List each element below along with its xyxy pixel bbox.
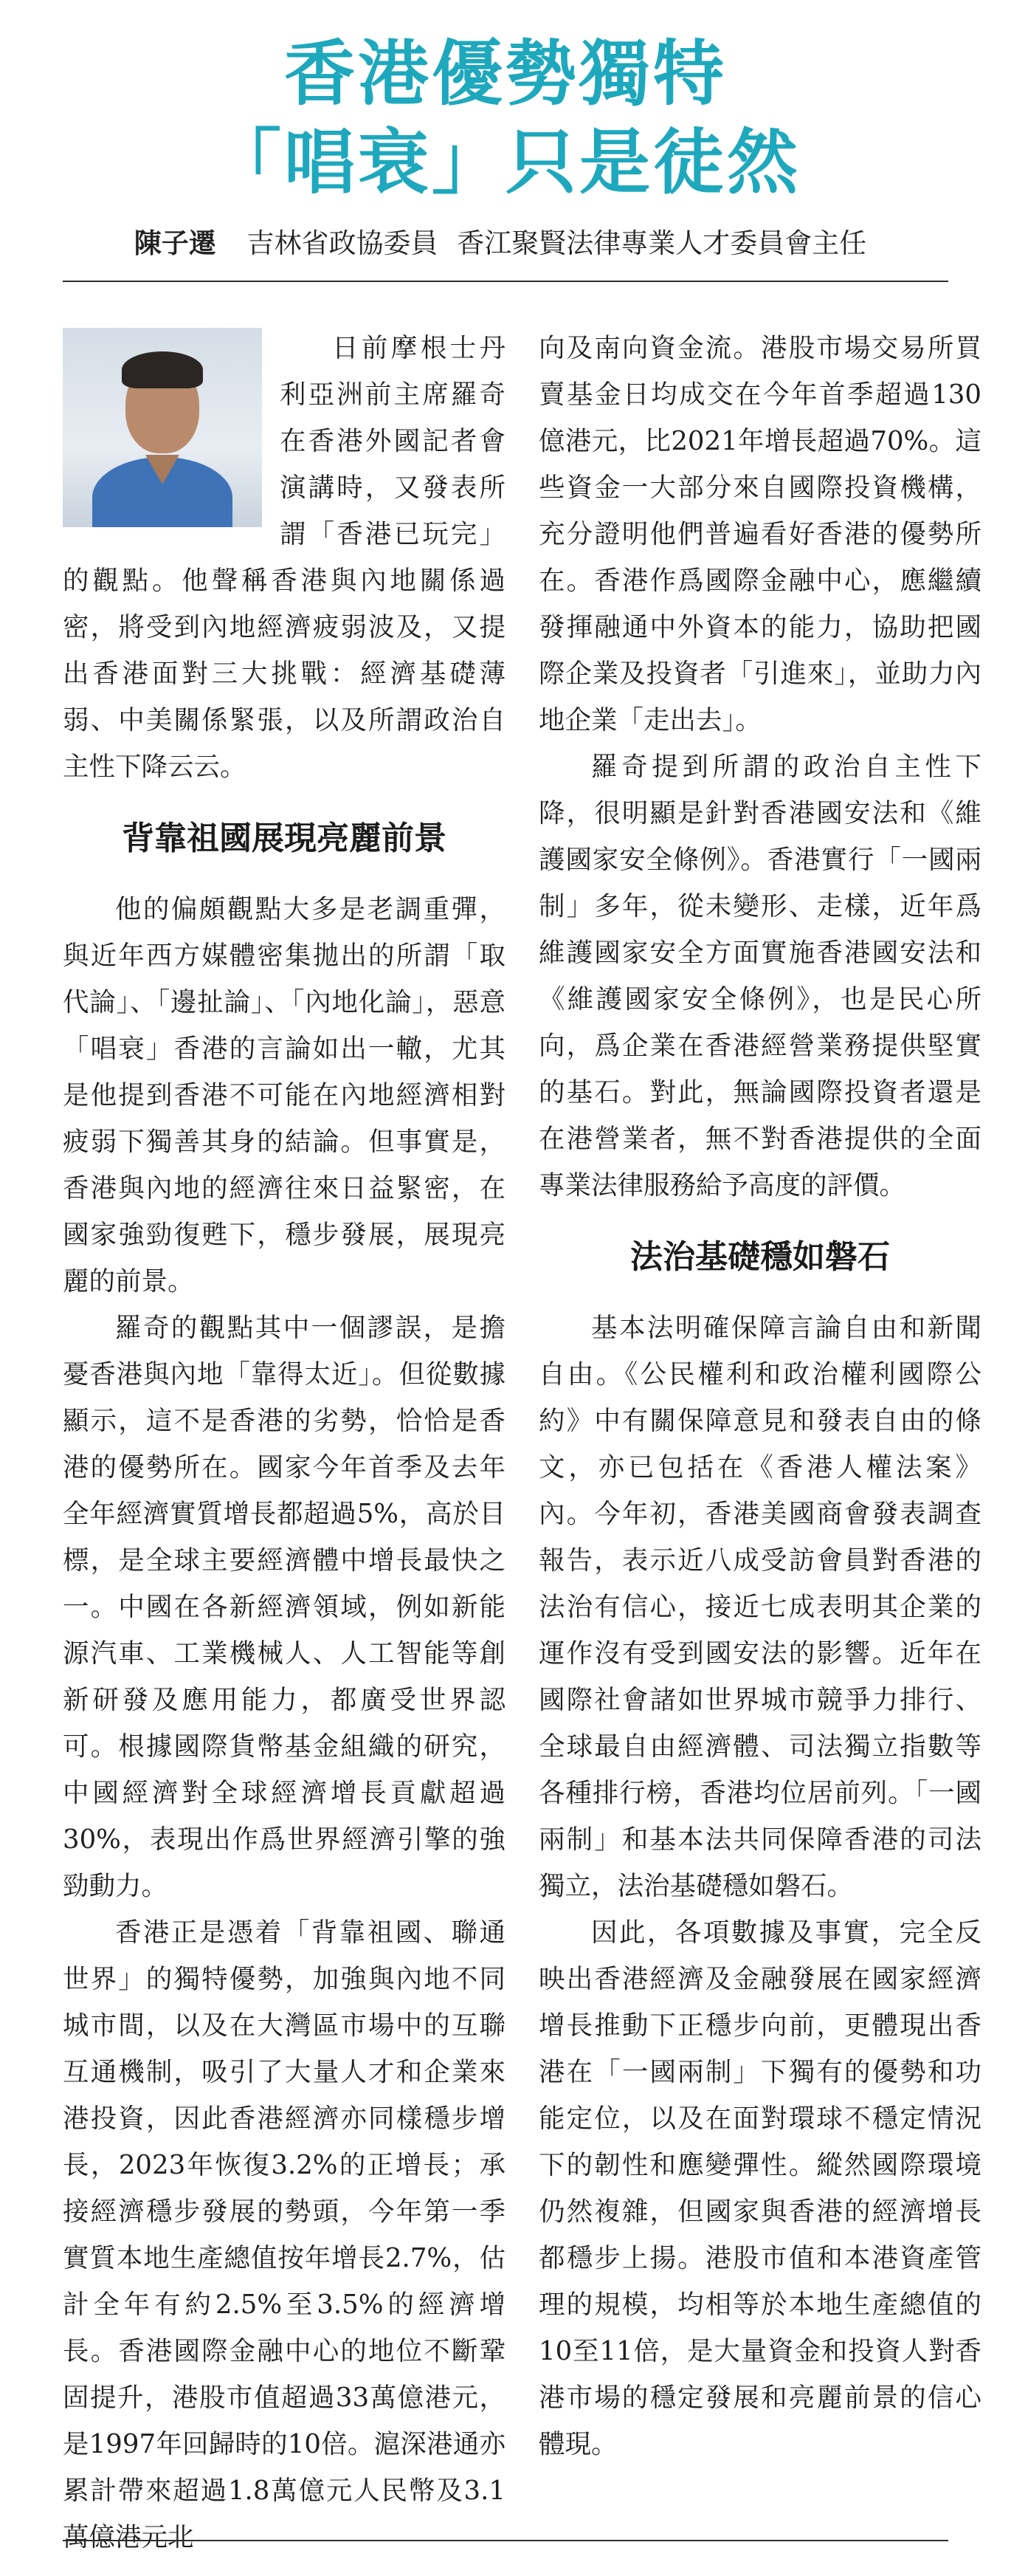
left-column <box>63 325 505 2560</box>
headline-line-1: 香港優勢獨特 <box>284 32 727 115</box>
author-name: 陳子遷 <box>134 227 216 259</box>
paragraph-5: 羅奇提到所謂的政治自主性下降，很明顯是針對香港國安法和《維護國家安全條例》。香港實行「一國兩制」多年，從未變形、走樣，近年爲維護國家安全方面實施香港國安法和《維護國家安全條例》，也是民心所向，爲企業在香港經營業務提供堅實的基石。對此，無論國際投資者還是在港營業者，無不對香港提供的全面專業法律服務給予高度的評價。 <box>539 752 981 1201</box>
author-role-2: 香江聚賢法律專業人才委員會主任 <box>457 227 867 259</box>
author-portrait-icon <box>63 328 262 527</box>
headline-line-2: 「唱衰」只是徒然 <box>210 121 801 204</box>
subheading-1: 背靠祖國展現亮麗前景 <box>122 820 446 857</box>
paragraph-1: 他的偏頗觀點大多是老調重彈，與近年西方媒體密集拋出的所謂「取代論」、「邊扯論」、「內地化論」，惡意「唱衰」香港的言論如出一轍，尤其是他提到香港不可能在內地經濟相對疲弱下獨善其身的結論。但事實是，香港與內地的經濟往來日益緊密，在國家強勁復甦下，穩步發展，展現亮麗的前景。 <box>63 894 505 1296</box>
byline <box>0 221 1011 266</box>
intro-paragraph: 日前摩根士丹利亞洲前主席羅奇在香港外國記者會演講時，又發表所謂「香港已玩完」的觀點。他聲稱香港與內地關係過密，將受到內地經濟疲弱波及，又提出香港面對三大挑戰：經濟基礎薄弱、中美關係緊張，以及所謂政治自主性下降云云。 <box>63 333 505 782</box>
headline <box>0 30 1011 207</box>
bottom-divider <box>63 2540 948 2541</box>
right-column <box>539 325 981 2467</box>
paragraph-2: 羅奇的觀點其中一個謬誤，是擔憂香港與內地「靠得太近」。但從數據顯示，這不是香港的劣勢，恰恰是香港的優勢所在。國家今年首季及去年全年經濟實質增長都超過5%，高於目標，是全球主要經濟體中增長最快之一。中國在各新經濟領域，例如新能源汽車、工業機械人、人工智能等創新研發及應用能力，都廣受世界認可。根據國際貨幣基金組織的研究，中國經濟對全球經濟增長貢獻超過30%，表現出作爲世界經濟引擎的強勁動力。 <box>63 1313 505 1901</box>
subheading-2: 法治基礎穩如磐石 <box>630 1238 890 1276</box>
paragraph-7: 因此，各項數據及事實，完全反映出香港經濟及金融發展在國家經濟增長推動下正穩步向前，更體現出香港在「一國兩制」下獨有的優勢和功能定位，以及在面對環球不穩定情況下的韌性和應變彈性。縱然國際環境仍然複雜，但國家與香港的經濟增長都穩步上揚。港股市值和本港資產管理的規模，均相等於本地生產總值的10至11倍，是大量資金和投資人對香港市場的穩定發展和亮麗前景的信心體現。 <box>539 1917 981 2459</box>
paragraph-4: 向及南向資金流。港股市場交易所買賣基金日均成交在今年首季超過130億港元，比2021年增長超過70%。這些資金一大部分來自國際投資機構，充分證明他們普遍看好香港的優勢所在。香港作爲國際金融中心，應繼續發揮融通中外資本的能力，協助把國際企業及投資者「引進來」，並助力內地企業「走出去」。 <box>539 333 981 735</box>
top-divider <box>63 281 948 282</box>
paragraph-6: 基本法明確保障言論自由和新聞自由。《公民權利和政治權利國際公約》中有關保障意見和發表自由的條文，亦已包括在《香港人權法案》內。今年初，香港美國商會發表調查報告，表示近八成受訪會員對香港的法治有信心，接近七成表明其企業的運作沒有受到國安法的影響。近年在國際社會諸如世界城市競爭力排行、全球最自由經濟體、司法獨立指數等各種排行榜，香港均位居前列。「一國兩制」和基本法共同保障香港的司法獨立，法治基礎穩如磐石。 <box>539 1313 981 1901</box>
author-role-1: 吉林省政協委員 <box>246 227 438 259</box>
paragraph-3: 香港正是憑着「背靠祖國、聯通世界」的獨特優勢，加強與內地不同城市間，以及在大灣區市場中的互聯互通機制，吸引了大量人才和企業來港投資，因此香港經濟亦同樣穩步增長，2023年恢復3.2%的正增長；承接經濟穩步發展的勢頭，今年第一季實質本地生產總值按年增長2.7%，估計全年有約2.5%至3.5%的經濟增長。香港國際金融中心的地位不斷鞏固提升，港股市值超過33萬億港元，是1997年回歸時的10倍。滬深港通亦累計帶來超過1.8萬億元人民幣及3.1萬億港元北 <box>63 1917 505 2552</box>
